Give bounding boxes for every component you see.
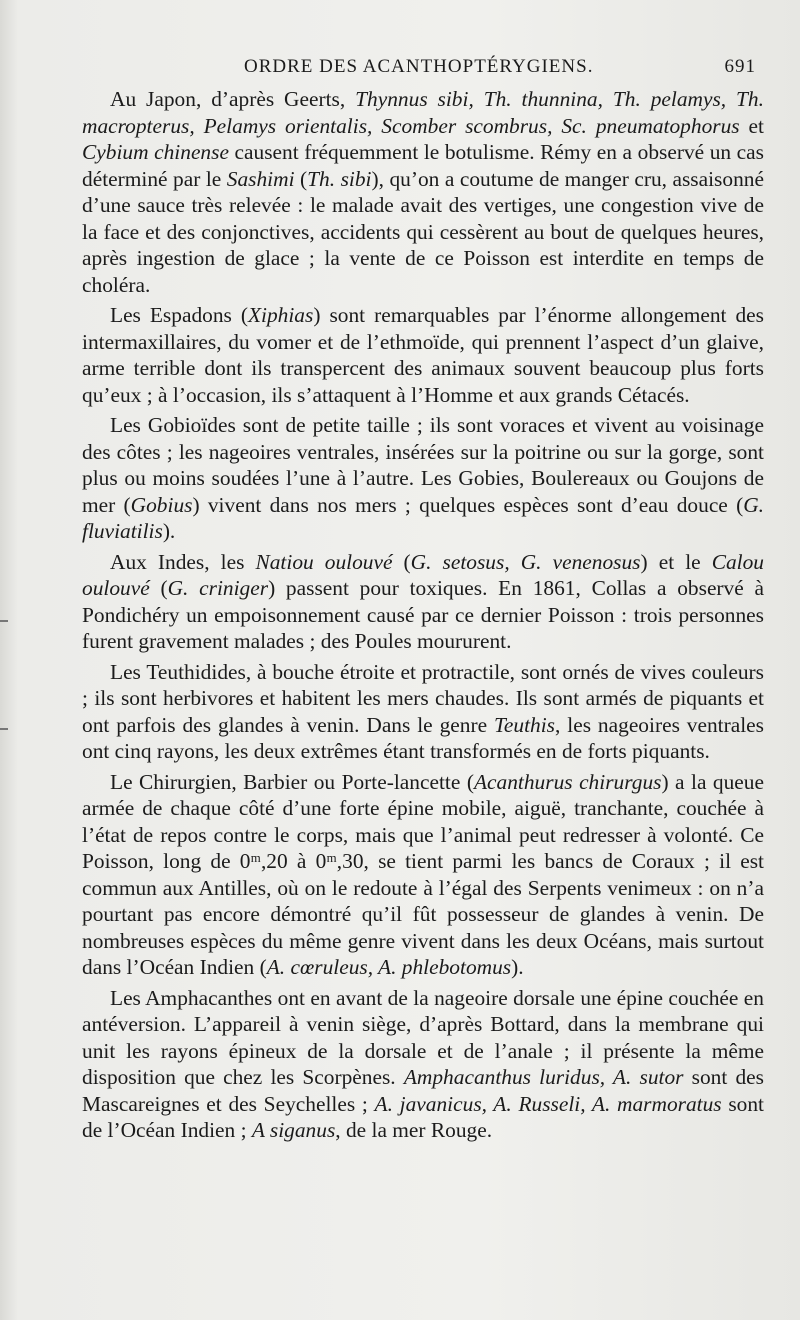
text-run: ).	[162, 519, 176, 543]
text-run: ) passent pour toxiques. En 1861, Collas a observé à Pondichéry un empoisonnement causé par ce dernier Poisson : trois personnes furent gravement malades ; des Poules moururent.	[82, 576, 764, 653]
italic-text: G. setosus, G. venenosus	[410, 549, 641, 574]
italic-text: Th. sibi	[307, 166, 372, 191]
italic-text: Gobius	[130, 492, 193, 517]
paragraph	[82, 769, 764, 981]
text-run: Au Japon, d’après Geerts,	[110, 87, 356, 111]
text-run: ).	[511, 955, 524, 979]
margin-tick	[0, 728, 8, 730]
text-run: Les Teuthidides, à bouche étroite et protractile, sont ornés de vives couleurs ; ils sont herbivores et habitent les mers chaudes. Ils sont armés de piquants et ont parfois des glandes à venin. Dans le genre	[82, 659, 764, 737]
italic-text: Acanthurus chirurgus	[473, 769, 662, 794]
italic-text: A siganus	[251, 1118, 336, 1142]
italic-text: A. javanicus, A. Russeli, A. marmoratus	[374, 1091, 722, 1116]
italic-text: Thynnus sibi, Th. thunnina, Th. pelamys, Th. macropterus, Pelamys orientalis, Scomber scombrus, Sc. pneumatophorus	[82, 87, 764, 138]
text-run: ), qu’on a coutume de manger cru, assaisonné d’une sauce très relevée : le malade avait des vertiges, une congestion vive de la face et des conjonctives, accidents qui cessèrent au bout de quelques heures, après ingestion de glace ; la vente de ce Poisson est interdite en temps de choléra.	[82, 166, 764, 297]
italic-text: Cybium chinense	[82, 140, 229, 164]
text-run: , de la mer Rouge.	[335, 1118, 493, 1142]
text-run: Le Chirurgien, Barbier ou Porte-lancette (	[110, 769, 474, 794]
text-run: ) sont remarquables par l’énorme allongement des intermaxillaires, du vomer et de l’ethmoïde, qui prennent l’aspect d’un glaive, arme terrible dont ils transpercent des animaux souvent beaucoup plus forts qu’eux ; à l’occasion, ils s’attaquent à l’Homme et aux grands Cétacés.	[82, 303, 764, 407]
paragraph	[82, 985, 764, 1144]
text-run: (	[294, 166, 308, 191]
text-run: ) vivent dans nos mers ; quelques espèces sont d’eau douce (	[192, 492, 744, 517]
text-run: sont de l’Océan Indien ;	[82, 1091, 764, 1142]
running-title: ORDRE DES ACANTHOPTÉRYGIENS.	[244, 56, 594, 77]
text-run: ) et le	[640, 549, 712, 574]
margin-tick	[0, 620, 8, 622]
italic-text: Amphacanthus luridus, A. sutor	[403, 1065, 684, 1089]
page-header	[0, 56, 800, 82]
italic-text: Natiou oulouvé	[255, 549, 393, 574]
italic-text: G. fluviatilis	[82, 492, 764, 543]
italic-text: Teuthis	[493, 712, 556, 737]
text-run: Les Espadons (	[110, 303, 248, 327]
text-run: Les Gobioïdes sont de petite taille ; ils sont voraces et vivent au voisinage des côtes ; les nageoires ventrales, insérées sur la poitrine ou sur la gorge, sont plus ou moins soudées l’une à l’autre. Les Gobies, Boulereaux ou Goujons de mer (	[82, 413, 764, 517]
italic-text: Sashimi	[226, 166, 295, 191]
italic-text: Calou oulouvé	[82, 549, 764, 600]
text-run: causent fréquemment le botulisme. Rémy en a observé un cas déterminé par le	[82, 140, 764, 191]
italic-text: Xiphias	[247, 303, 314, 327]
paragraph	[82, 412, 764, 545]
text-run: , les nageoires ventrales ont cinq rayons, les deux extrêmes étant transformés en de forts piquants.	[82, 712, 764, 763]
text-run: Aux Indes, les	[110, 549, 256, 574]
text-run: sont des Mascareignes et des Seychelles ;	[82, 1065, 764, 1116]
paragraph	[82, 302, 764, 408]
text-run: et	[739, 113, 764, 138]
paragraph	[82, 659, 764, 765]
text-run: (	[392, 549, 411, 574]
paragraph	[82, 86, 764, 298]
text-run: Les Amphacanthes ont en avant de la nageoire dorsale une épine couchée en antéversion. L’appareil à venin siège, d’après Bottard, dans la membrane qui unit les rayons épineux de la dorsale et de l’anale ; il présente la même disposition que chez les Scorpènes.	[82, 985, 764, 1089]
paragraph	[82, 549, 764, 655]
text-run: ) a la queue armée de chaque côté d’une forte épine mobile, aiguë, tranchante, couchée à l’état de repos contre le corps, mais que l’animal peut redresser à volonté. Ce Poisson, long de 0ᵐ,20 à 0ᵐ,30, se tient parmi les bancs de Coraux ; il est commun aux Antilles, où on le redoute à l’égal des Serpents venimeux : on n’a pourtant pas encore démontré qu’il fût possesseur de glandes à venin. De nombreuses espèces du même genre vivent dans les deux Océans, mais surtout dans l’Océan Indien (	[82, 769, 764, 979]
italic-text: G. criniger	[167, 576, 269, 600]
body-text	[82, 86, 764, 1144]
page-number: 691	[724, 56, 756, 77]
italic-text: A. cœruleus, A. phlebotomus	[266, 955, 512, 979]
text-run: (	[149, 576, 168, 600]
